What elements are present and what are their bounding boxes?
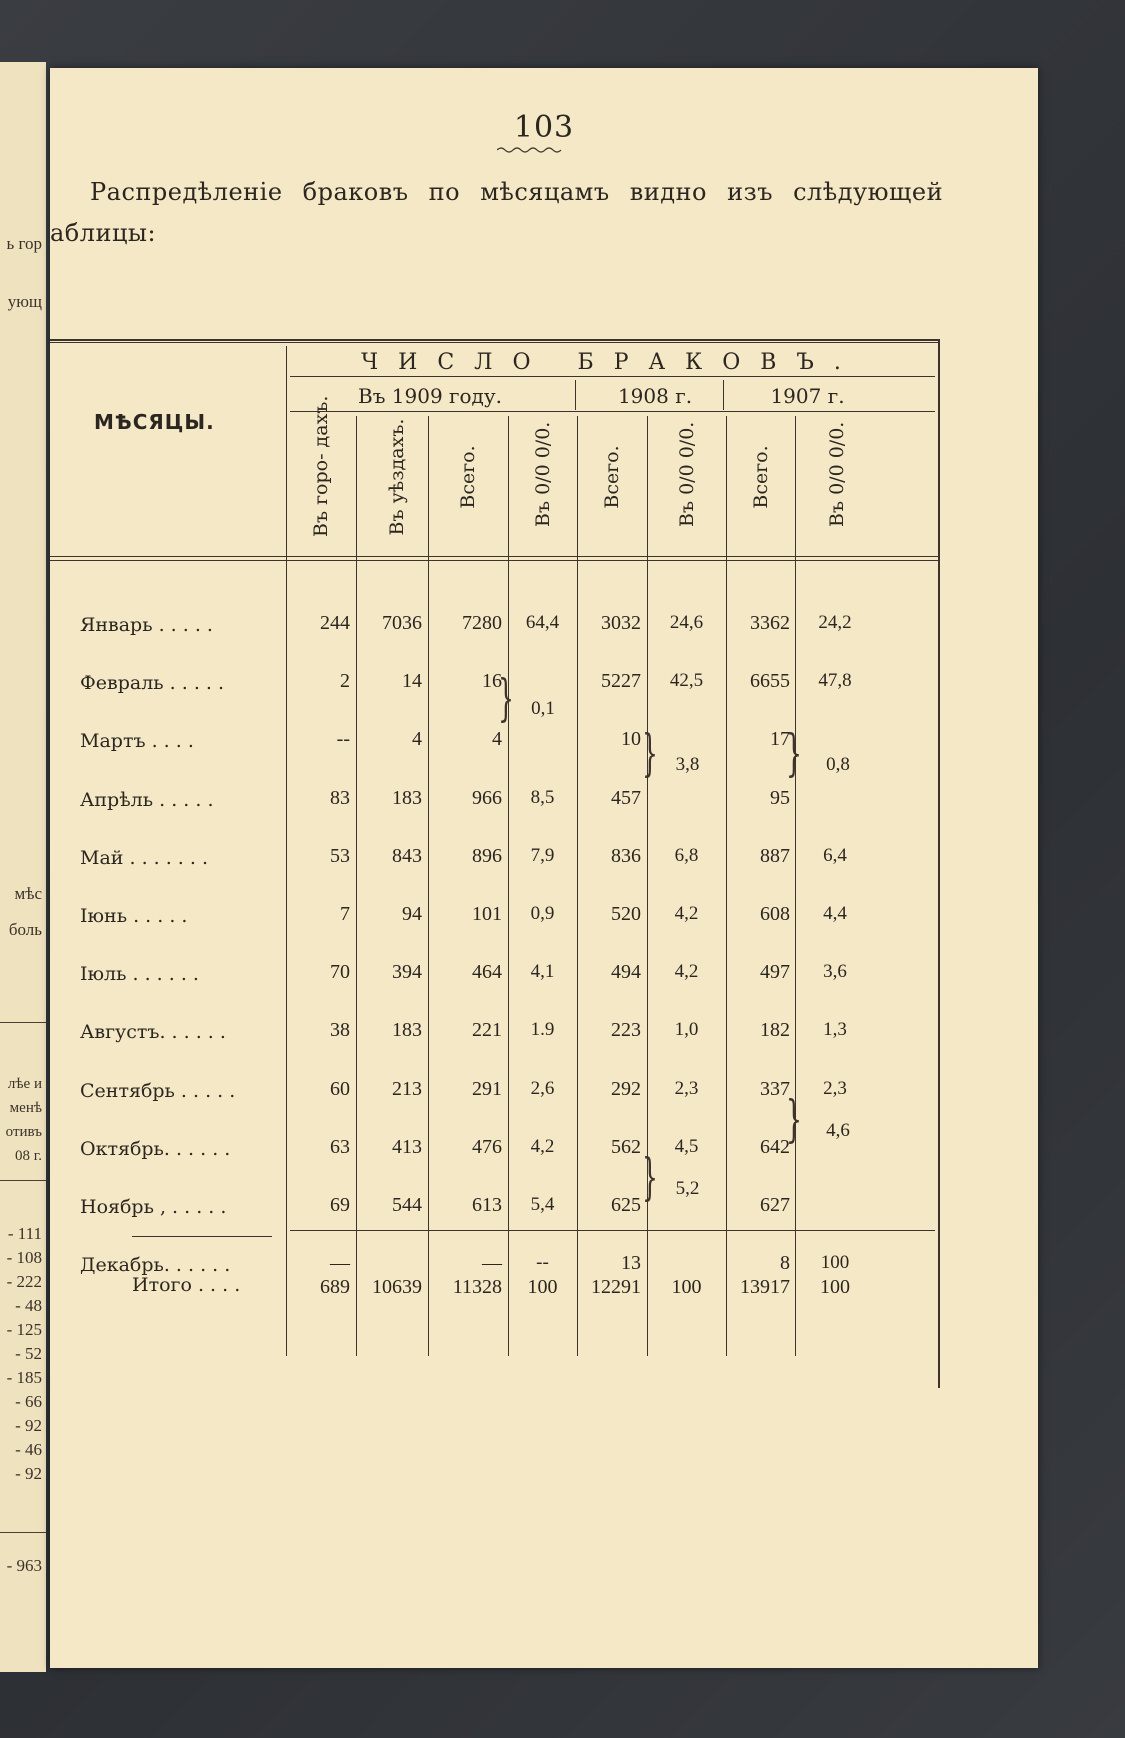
cell-pct-1908: 4,5 bbox=[674, 1135, 699, 1157]
cell-total-1907: 8 bbox=[780, 1252, 790, 1275]
cell-pct-1907: 4,4 bbox=[823, 903, 847, 924]
header-rule bbox=[290, 376, 935, 377]
cell-total: 221 bbox=[472, 1019, 502, 1042]
cell-districts: 4 bbox=[412, 728, 422, 751]
cell-cities: 7 bbox=[340, 903, 350, 925]
total-1907: 13917 bbox=[740, 1276, 790, 1298]
brace-icon: } bbox=[785, 1090, 802, 1148]
cell-total: 464 bbox=[472, 961, 502, 984]
cell-districts: 94 bbox=[402, 903, 422, 925]
cell-pct: 4,2 bbox=[530, 1135, 555, 1157]
intro-text: аблицы: bbox=[50, 219, 157, 247]
col-header-cities: Въ горо- дахъ. bbox=[310, 395, 332, 537]
month-label: Май . . . . . . . bbox=[80, 846, 208, 869]
total-rule bbox=[132, 1236, 272, 1237]
page-number: 103 bbox=[513, 110, 575, 145]
cell-pct-1908: 6,8 bbox=[674, 844, 699, 866]
cell-total-1908: 520 bbox=[611, 903, 641, 925]
brace-icon: } bbox=[497, 669, 514, 727]
header-rule bbox=[575, 380, 576, 410]
cell-total-1908: 13 bbox=[621, 1252, 641, 1275]
cell-pct: 5,4 bbox=[530, 1194, 555, 1215]
cell-pct: -- bbox=[536, 1252, 549, 1274]
brace-icon: } bbox=[785, 724, 802, 782]
page-fragment: боль bbox=[8, 920, 42, 939]
cell-total-1907: 497 bbox=[760, 961, 790, 984]
cell-total: 476 bbox=[472, 1135, 502, 1158]
cell-pct: 8,5 bbox=[530, 786, 555, 808]
header-rule bbox=[723, 380, 724, 410]
left-number: - 222 bbox=[6, 1272, 42, 1291]
left-number: - 46 bbox=[15, 1440, 42, 1459]
cell-total-1907: 642 bbox=[760, 1135, 790, 1158]
cell-total: 966 bbox=[472, 786, 502, 809]
month-label: Іюль . . . . . . bbox=[80, 963, 199, 986]
total-label: Итого . . . . bbox=[132, 1274, 241, 1296]
total-cities: 689 bbox=[320, 1276, 350, 1298]
cell-pct-1907: 1,3 bbox=[823, 1019, 847, 1041]
page-fragment: лѣе и bbox=[7, 1076, 42, 1092]
cell-total-1908: 562 bbox=[611, 1135, 641, 1158]
table-top-rule bbox=[50, 342, 940, 343]
cell-pct-1908: 42,5 bbox=[669, 670, 704, 692]
cell-cities: 83 bbox=[330, 786, 350, 809]
cell-districts: 544 bbox=[392, 1194, 422, 1216]
cell-pct-1907: 2,3 bbox=[823, 1077, 847, 1099]
month-label: Февраль . . . . . bbox=[80, 672, 225, 695]
cell-pct: 64,4 bbox=[525, 612, 560, 633]
cell-cities: 70 bbox=[330, 961, 350, 984]
left-number: - 125 bbox=[6, 1320, 42, 1339]
cell-pct-1908: 24,6 bbox=[669, 612, 704, 633]
cell-total: 613 bbox=[472, 1194, 502, 1216]
merged-pct-cell: 3,8 bbox=[675, 754, 700, 775]
left-number: - 92 bbox=[15, 1416, 42, 1435]
col-header-pct-1908: Въ 0/0 0/0. bbox=[676, 421, 698, 527]
total-rule bbox=[290, 1230, 935, 1231]
cell-total-1908: 3032 bbox=[601, 612, 641, 634]
month-label: Апрѣль . . . . . bbox=[80, 788, 214, 811]
cell-pct-1908: 2,3 bbox=[674, 1077, 699, 1099]
marriages-table bbox=[50, 268, 1038, 1568]
cell-total-1907: 887 bbox=[760, 844, 790, 867]
cell-cities: — bbox=[330, 1252, 350, 1275]
year-1907-heading: 1907 г. bbox=[770, 384, 845, 408]
total-districts: 10639 bbox=[372, 1276, 422, 1298]
cell-pct-1907: 47,8 bbox=[818, 670, 852, 692]
table-right-rule bbox=[938, 340, 940, 1388]
cell-districts: 183 bbox=[392, 786, 422, 809]
cell-total-1908: 457 bbox=[611, 786, 641, 809]
cell-total: 4 bbox=[492, 728, 502, 751]
page-fragment: отивъ bbox=[5, 1124, 42, 1140]
month-label: Декабрь. . . . . . bbox=[80, 1254, 231, 1277]
total-pct-1907: 100 bbox=[820, 1276, 850, 1298]
page-fragment: 08 г. bbox=[15, 1148, 42, 1164]
cell-districts: 183 bbox=[392, 1019, 422, 1042]
total-pct-1908: 100 bbox=[671, 1276, 702, 1298]
cell-cities: -- bbox=[336, 728, 350, 751]
column-rule bbox=[795, 416, 796, 1356]
previous-page-edge bbox=[0, 62, 46, 1672]
left-number: - 66 bbox=[15, 1392, 42, 1411]
cell-total-1907: 337 bbox=[760, 1077, 790, 1100]
cell-total-1907: 17 bbox=[770, 728, 790, 751]
merged-pct-cell: 4,6 bbox=[826, 1120, 850, 1141]
divider bbox=[0, 1532, 46, 1533]
cell-pct: 4,1 bbox=[530, 961, 555, 983]
brace-icon: } bbox=[641, 724, 658, 782]
cell-total-1907: 627 bbox=[760, 1194, 790, 1216]
cell-pct-1907: 24,2 bbox=[818, 612, 852, 633]
cell-total-1907: 6655 bbox=[750, 670, 790, 693]
cell-total-1907: 3362 bbox=[750, 612, 790, 634]
cell-pct-1908: 4,2 bbox=[674, 903, 699, 924]
cell-pct-1907: 6,4 bbox=[823, 844, 847, 866]
cell-pct: 0,9 bbox=[530, 903, 555, 924]
table-top-rule bbox=[50, 339, 940, 341]
page-fragment: менѣ bbox=[9, 1100, 42, 1116]
cell-total: 7280 bbox=[462, 612, 502, 634]
cell-pct-1907: 100 bbox=[820, 1252, 850, 1274]
cell-cities: 53 bbox=[330, 844, 350, 867]
divider bbox=[0, 1180, 46, 1181]
cell-total-1908: 625 bbox=[611, 1194, 641, 1216]
ornament-icon bbox=[497, 146, 565, 154]
col-header-total-1908: Всего. bbox=[601, 445, 623, 509]
col-header-districts: Въ уѣздахъ. bbox=[386, 418, 408, 536]
col-header-total: Всего. bbox=[457, 445, 479, 509]
cell-pct: 7,9 bbox=[530, 844, 555, 866]
cell-cities: 38 bbox=[330, 1019, 350, 1042]
header-bottom-rule bbox=[50, 556, 938, 557]
month-label: Сентябрь . . . . . bbox=[80, 1079, 236, 1102]
col-header-total-1907: Всего. bbox=[750, 445, 772, 509]
year-1909-heading: Въ 1909 году. bbox=[358, 384, 502, 408]
cell-total-1908: 10 bbox=[621, 728, 641, 751]
left-number: - 52 bbox=[15, 1344, 42, 1363]
cell-total: 16 bbox=[482, 670, 502, 693]
col-header-pct: Въ 0/0 0/0. bbox=[532, 421, 554, 527]
cell-total: 101 bbox=[472, 903, 502, 925]
month-label: Ноябрь , . . . . . bbox=[80, 1196, 227, 1218]
cell-total: 896 bbox=[472, 844, 502, 867]
cell-pct-1907: 3,6 bbox=[823, 961, 847, 983]
merged-pct-cell: 5,2 bbox=[675, 1178, 700, 1199]
cell-total: — bbox=[482, 1252, 502, 1275]
total-1908: 12291 bbox=[591, 1276, 641, 1298]
column-rule bbox=[647, 416, 648, 1356]
intro-text: Распредѣленіе браковъ по мѣсяцамъ видно изъ слѣдующей bbox=[90, 178, 944, 206]
left-number: - 111 bbox=[7, 1224, 42, 1243]
month-label: Октябрь. . . . . . bbox=[80, 1137, 231, 1160]
cell-pct: 2,6 bbox=[530, 1077, 555, 1099]
month-label: Январь . . . . . bbox=[80, 614, 213, 636]
total-pct: 100 bbox=[527, 1276, 558, 1298]
col-header-pct-1907: Въ 0/0 0/0. bbox=[826, 421, 848, 527]
cell-pct-1908: 4,2 bbox=[674, 961, 699, 983]
year-1908-heading: 1908 г. bbox=[617, 384, 693, 408]
cell-cities: 63 bbox=[330, 1135, 350, 1158]
left-number: - 92 bbox=[15, 1464, 42, 1483]
total-sum: 11328 bbox=[452, 1276, 502, 1298]
cell-pct: 1.9 bbox=[530, 1019, 555, 1041]
left-number: - 48 bbox=[15, 1296, 42, 1315]
page-fragment: ь гор bbox=[6, 234, 42, 253]
cell-districts: 213 bbox=[392, 1077, 422, 1100]
month-label: Мартъ . . . . bbox=[80, 730, 194, 753]
page-fragment: мѣс bbox=[14, 884, 42, 903]
cell-total-1908: 292 bbox=[611, 1077, 641, 1100]
month-label: Августъ. . . . . . bbox=[80, 1021, 226, 1044]
cell-total-1907: 608 bbox=[760, 903, 790, 925]
left-number: - 185 bbox=[6, 1368, 42, 1387]
cell-districts: 413 bbox=[392, 1135, 422, 1158]
left-number: - 963 bbox=[6, 1556, 42, 1575]
cell-districts: 843 bbox=[392, 844, 422, 867]
book-page bbox=[50, 68, 1038, 1668]
merged-pct-cell: 0,1 bbox=[531, 698, 555, 719]
cell-districts: 14 bbox=[402, 670, 422, 693]
cell-total-1908: 836 bbox=[611, 844, 641, 867]
cell-pct-1908: 1,0 bbox=[674, 1019, 699, 1041]
table-title: ЧИСЛО БРАКОВЪ. bbox=[361, 350, 861, 375]
cell-total-1908: 5227 bbox=[601, 670, 641, 693]
page-fragment: ующ bbox=[7, 292, 42, 311]
cell-total: 291 bbox=[472, 1077, 502, 1100]
cell-districts: 394 bbox=[392, 961, 422, 984]
month-label: Іюнь . . . . . bbox=[80, 905, 188, 927]
cell-total-1907: 95 bbox=[770, 786, 790, 809]
cell-cities: 244 bbox=[320, 612, 350, 634]
left-number: - 108 bbox=[6, 1248, 42, 1267]
merged-pct-cell: 0,8 bbox=[826, 754, 850, 775]
cell-districts: 7036 bbox=[382, 612, 422, 634]
cell-total-1908: 223 bbox=[611, 1019, 641, 1042]
cell-total-1907: 182 bbox=[760, 1019, 790, 1042]
cell-cities: 69 bbox=[330, 1194, 350, 1216]
header-bottom-rule bbox=[50, 560, 938, 561]
months-heading: МѢСЯЦЫ. bbox=[94, 410, 215, 434]
divider bbox=[0, 1022, 46, 1023]
cell-cities: 2 bbox=[340, 670, 350, 693]
brace-icon: } bbox=[641, 1148, 658, 1206]
cell-total-1908: 494 bbox=[611, 961, 641, 984]
cell-cities: 60 bbox=[330, 1077, 350, 1100]
